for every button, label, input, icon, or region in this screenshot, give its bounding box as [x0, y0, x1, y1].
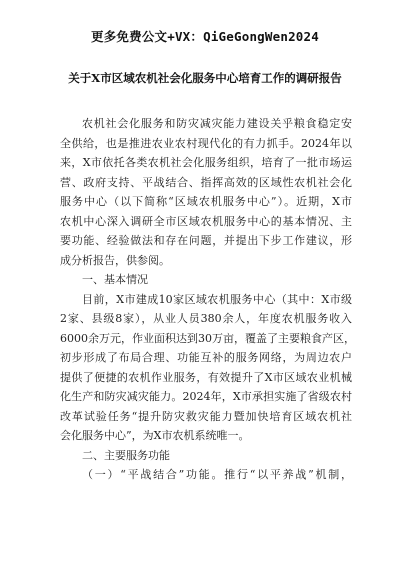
paragraph-line: 2家、县级8家），从业人员380余人，年度农机服务收入 [60, 312, 352, 325]
paragraph-line: 全供给，也是推进农业农村现代化的有力抓手。2024年以 [60, 136, 352, 150]
paragraph-line: 化生产和防灾减灾能力。2024年，X市承担实施了省级农村 [60, 390, 352, 403]
section-heading: 二、主要服务功能 [82, 448, 170, 462]
paragraph-line: 服务中心（以下简称“区域农机服务中心”）。近期，X市 [60, 195, 352, 208]
paragraph-line: 提供了便捷的农机作业服务，有效提升了X市区域农业机械 [60, 370, 352, 384]
paragraph-line: 要功能、经验做法和存在问题，并提出下步工作建议，形 [60, 234, 352, 247]
paragraph-line: 来，X市依托各类农机社会化服务组织，培育了一批市场运 [60, 156, 352, 169]
paragraph-line: （一）“平战结合”功能。推行“以平养战”机制， [82, 468, 352, 481]
document-body [60, 114, 355, 485]
paragraph-line: 会化服务中心”，为X市农机系统唯一。 [60, 429, 250, 442]
paragraph-line: 6000余万元，作业面积达到30万亩，覆盖了主要粮食产区， [60, 331, 355, 345]
paragraph-line: 初步形成了布局合理、功能互补的服务网络，为周边农户 [60, 351, 352, 364]
paragraph-line: 改革试验任务“提升防灾救灾能力暨加快培育区域农机社 [60, 409, 352, 423]
header-note: 更多免费公文+VX：QiGeGongWen2024 [91, 29, 319, 44]
document-title: 关于X市区域农机社会化服务中心培育工作的调研报告 [68, 71, 342, 85]
paragraph-line: 目前，X市建成10家区域农机服务中心（其中：X市级 [82, 292, 352, 306]
paragraph-line: 农机中心深入调研全市区域农机服务中心的基本情况、主 [60, 214, 352, 228]
paragraph-line: 营、政府支持、平战结合、指挥高效的区域性农机社会化 [60, 175, 352, 189]
paragraph-line: 成分析报告，供参阅。 [60, 253, 170, 267]
section-heading: 一、基本情况 [82, 273, 148, 286]
paragraph-line: 农机社会化服务和防灾减灾能力建设关乎粮食稳定安 [82, 117, 352, 130]
